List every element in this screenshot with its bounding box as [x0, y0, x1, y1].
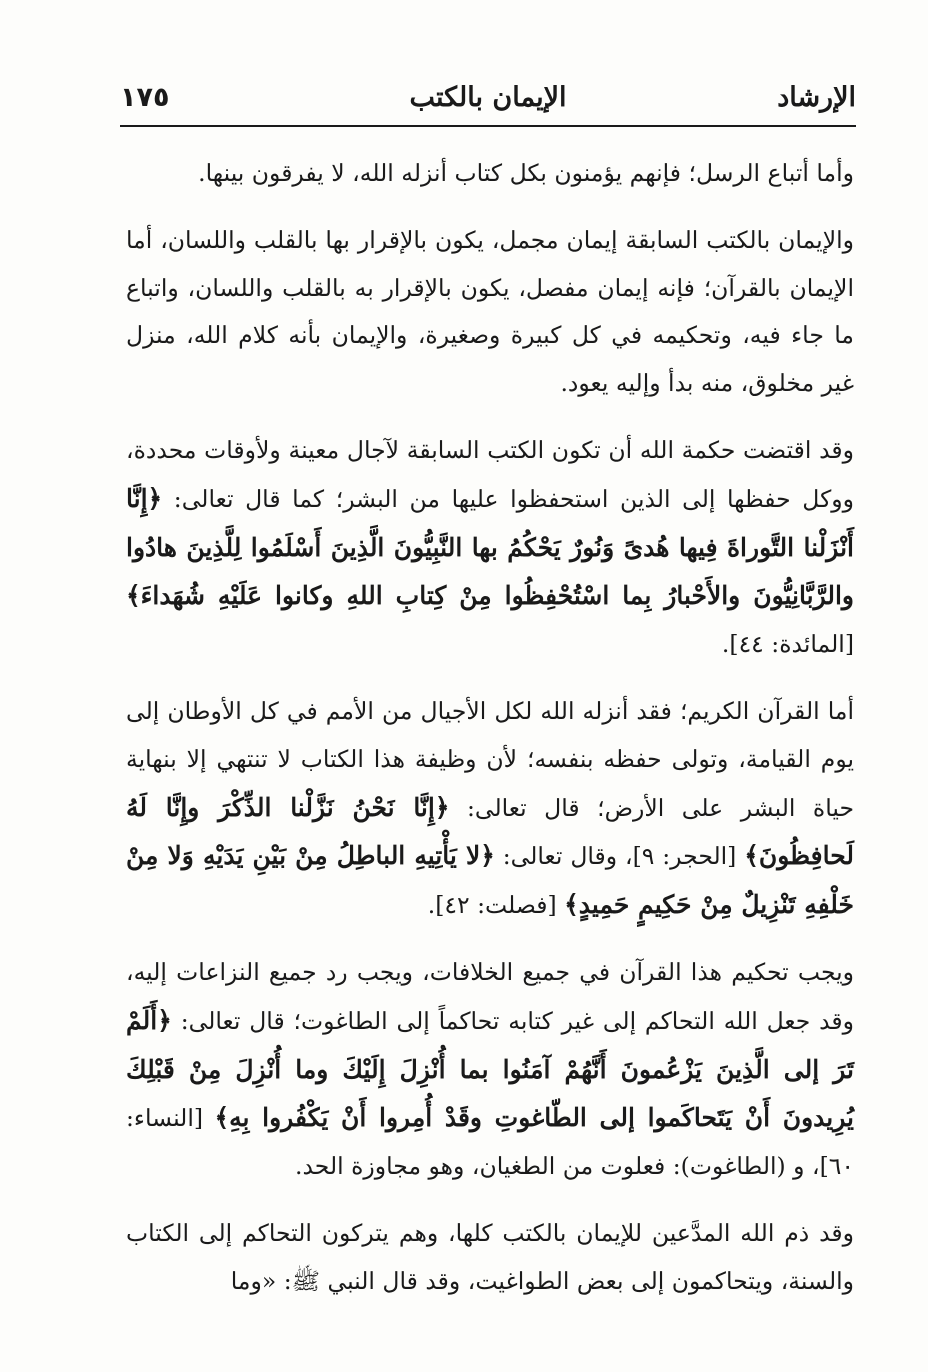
- book-title: الإرشاد: [777, 81, 856, 113]
- verse-reference: [الحجر: ٩]، وقال تعالى:: [494, 842, 745, 871]
- text-segment: وأما أتباع الرسل؛ فإنهم يؤمنون بكل كتاب أنزله الله، لا يفرقون بينها.: [198, 159, 854, 187]
- paragraph: [126, 150, 854, 198]
- paragraph: [126, 1210, 854, 1306]
- text-segment: وقد ذم الله المدَّعين للإيمان بالكتب كلها، وهم يتركون التحاكم إلى الكتاب والسنة، ويتحاكمون إلى بعض الطواغيت، وقد قال النبي ﷺ: «وما: [126, 1218, 854, 1295]
- verse-reference: [النساء: ٦٠]، و (الطاغوت): فعلوت من الطغيان، وهو مجاوزة الحد.: [126, 1104, 854, 1181]
- quran-verse: ﴿أَلَمْ تَرَ إلى الَّذِينَ يَزْعُمونَ أَنَّهُمْ آمَنُوا بما أُنْزِلَ إِلَيْكَ وما أُنْزِلَ مِنْ قَبْلِكَ يُرِيدونَ أَنْ يَتَحاكَموا إلى الطّاغوتِ وقَدْ أُمِروا أَنْ يَكْفُروا بِهِ﴾: [126, 1005, 854, 1133]
- quran-verse: ﴿إِنَّا نَحْنُ نَزَّلْنا الذِّكْرَ وإِنَّا لَهُ لَحافِظُونَ﴾: [126, 792, 854, 871]
- verse-reference: [المائدة: ٤٤].: [721, 630, 854, 659]
- paragraph: [126, 688, 854, 930]
- chapter-title: الإيمان بالكتب: [409, 81, 567, 113]
- paragraph: [126, 427, 854, 669]
- header-rule: [120, 125, 856, 127]
- paragraph: [126, 217, 854, 408]
- quran-verse: ﴿إِنَّا أَنْزَلْنا التَّوراةَ فِيها هُدىً وَنُورٌ يَحْكُمُ بها النَّبِيُّونَ الَّذِينَ أَسْلَمُوا لِلَّذِينَ هادُوا والرَّبَّانِيُّونَ والأَحْبارُ بِما اسْتُحْفِظُوا مِنْ كِتابِ اللهِ وكانوا عَلَيْهِ شُهَداءَ﴾: [126, 483, 854, 611]
- quran-verse: ﴿لا يَأْتِيهِ الباطِلُ مِنْ بَيْنِ يَدَيْهِ وَلا مِنْ خَلْفِهِ تَنْزِيلٌ مِنْ حَكِيمٍ حَمِيدٍ﴾: [126, 841, 854, 920]
- verse-reference: [فصلت: ٤٢].: [427, 891, 565, 920]
- text-segment: وقد اقتضت حكمة الله أن تكون الكتب السابقة لآجال معينة ولأوقات محددة، ووكل حفظها إلى الذين استحفظوا عليها من البشر؛ كما قال تعالى:: [126, 435, 854, 513]
- body-text: [126, 150, 854, 1325]
- text-segment: أما القرآن الكريم؛ فقد أنزله الله لكل الأجيال من الأمم في كل الأوطان إلى يوم القيامة، وتولى حفظه بنفسه؛ لأن وظيفة هذا الكتاب لا تنتهي إلا بنهاية حياة البشر على الأرض؛ قال تعالى:: [126, 696, 854, 822]
- text-segment: والإيمان بالكتب السابقة إيمان مجمل، يكون بالإقرار بها بالقلب واللسان، أما الإيمان بالقرآن؛ فإنه إيمان مفصل، يكون بالإقرار به بالقلب واللسان، واتباع ما جاء فيه، وتحكيمه في كل كبيرة وصغيرة، والإيمان بأنه كلام الله، منزل غير مخلوق، منه بدأ وإليه يعود.: [126, 225, 854, 398]
- paragraph: [126, 949, 854, 1191]
- text-segment: ويجب تحكيم هذا القرآن في جميع الخلافات، ويجب رد جميع النزاعات إليه، وقد جعل الله التحاكم إلى غير كتابه تحاكماً إلى الطاغوت؛ قال تعالى:: [126, 957, 854, 1035]
- running-header: [120, 74, 856, 120]
- page-number: ١٧٥: [120, 81, 170, 113]
